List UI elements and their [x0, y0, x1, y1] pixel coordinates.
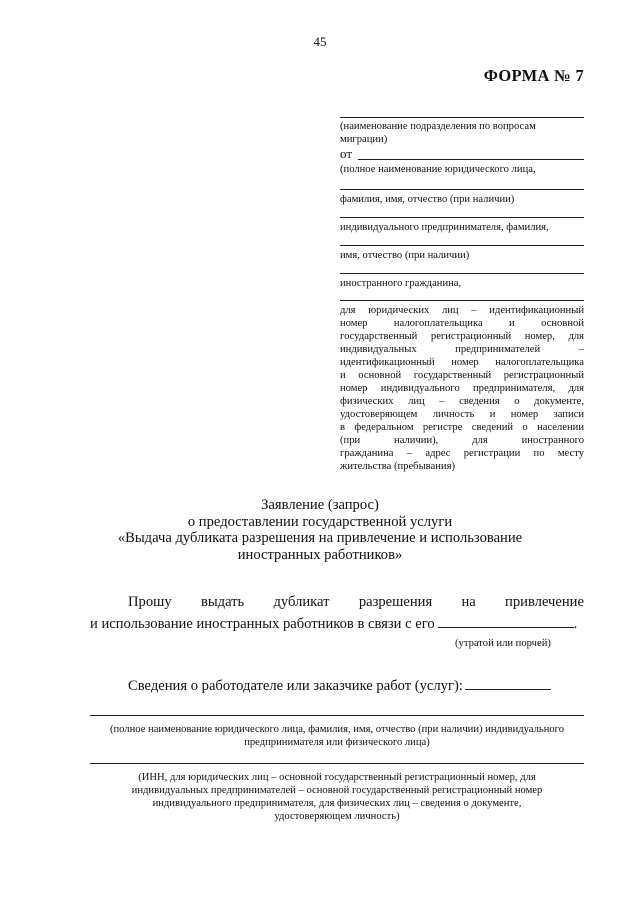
request-body-line-2: и использование иностранных работников в связи с его . — [90, 616, 578, 632]
ids-field-line — [340, 300, 584, 301]
request-title-line-2: о предоставлении государственной услуги — [187, 513, 453, 530]
request-title-line-3: «Выдача дубликата разрешения на привлечение и использование — [117, 530, 523, 546]
employer-name-line — [90, 715, 584, 716]
request-body-line-1: Прошу выдать дубликат разрешения на привлечение — [128, 594, 584, 610]
from-label: от — [340, 146, 353, 161]
department-field-line — [340, 117, 584, 118]
applicant-line-4 — [340, 273, 584, 274]
employer-label: Сведения о работодателе или заказчике работ (услуг): — [128, 677, 551, 695]
request-title-line-4: иностранных работников» — [237, 546, 403, 563]
applicant-line-3 — [340, 245, 584, 246]
applicant-note-3: индивидуального предпринимателя, фамилия, — [340, 222, 549, 233]
ids-note: для юридических лиц – идентификационный номер налогоплательщика и основной государственный регистрационный номер, для индивидуальных предпринимателей – идентификационный номер налогоплательщика и основной государственный регистрационный номер индивидуального предпринимателя, для физических лиц – сведения о документе, удостоверяющем личность и номер записи в федеральном регистре сведений о населении (при наличии), для иностранного гражданина – адрес регистрации по месту жительства (пребывания) — [340, 305, 584, 472]
page-number: 45 — [313, 34, 327, 49]
employer-ids-note: (ИНН, для юридических лиц – основной государственный регистрационный номер, для индивидуальных предпринимателей – основной государственный регистрационный номер индивидуального предпринимателя, для физических лиц – сведения о документе, удостоверяющем личность) — [131, 772, 543, 822]
applicant-note-2: фамилия, имя, отчество (при наличии) — [340, 194, 515, 205]
employer-field-line — [465, 677, 551, 690]
applicant-line-2 — [340, 217, 584, 218]
applicant-note-1: (полное наименование юридического лица, — [340, 164, 536, 175]
employer-ids-line — [90, 763, 584, 764]
reason-note: (утратой или порчей) — [455, 638, 551, 649]
request-title — [0, 497, 640, 563]
form-title: ФОРМА № 7 — [483, 66, 584, 85]
department-note: (наименование подразделения по вопросам миграции) — [340, 121, 536, 145]
employer-name-note: (полное наименование юридического лица, фамилия, имя, отчество (при наличии) индивидуального предпринимателя или физического лица) — [109, 724, 565, 748]
from-field-line — [358, 159, 584, 160]
applicant-note-5: иностранного гражданина, — [340, 278, 462, 289]
request-title-line-1: Заявление (запрос) — [261, 497, 379, 513]
reason-field-line — [438, 615, 574, 628]
applicant-note-4: имя, отчество (при наличии) — [340, 250, 470, 261]
applicant-line-1 — [340, 189, 584, 190]
